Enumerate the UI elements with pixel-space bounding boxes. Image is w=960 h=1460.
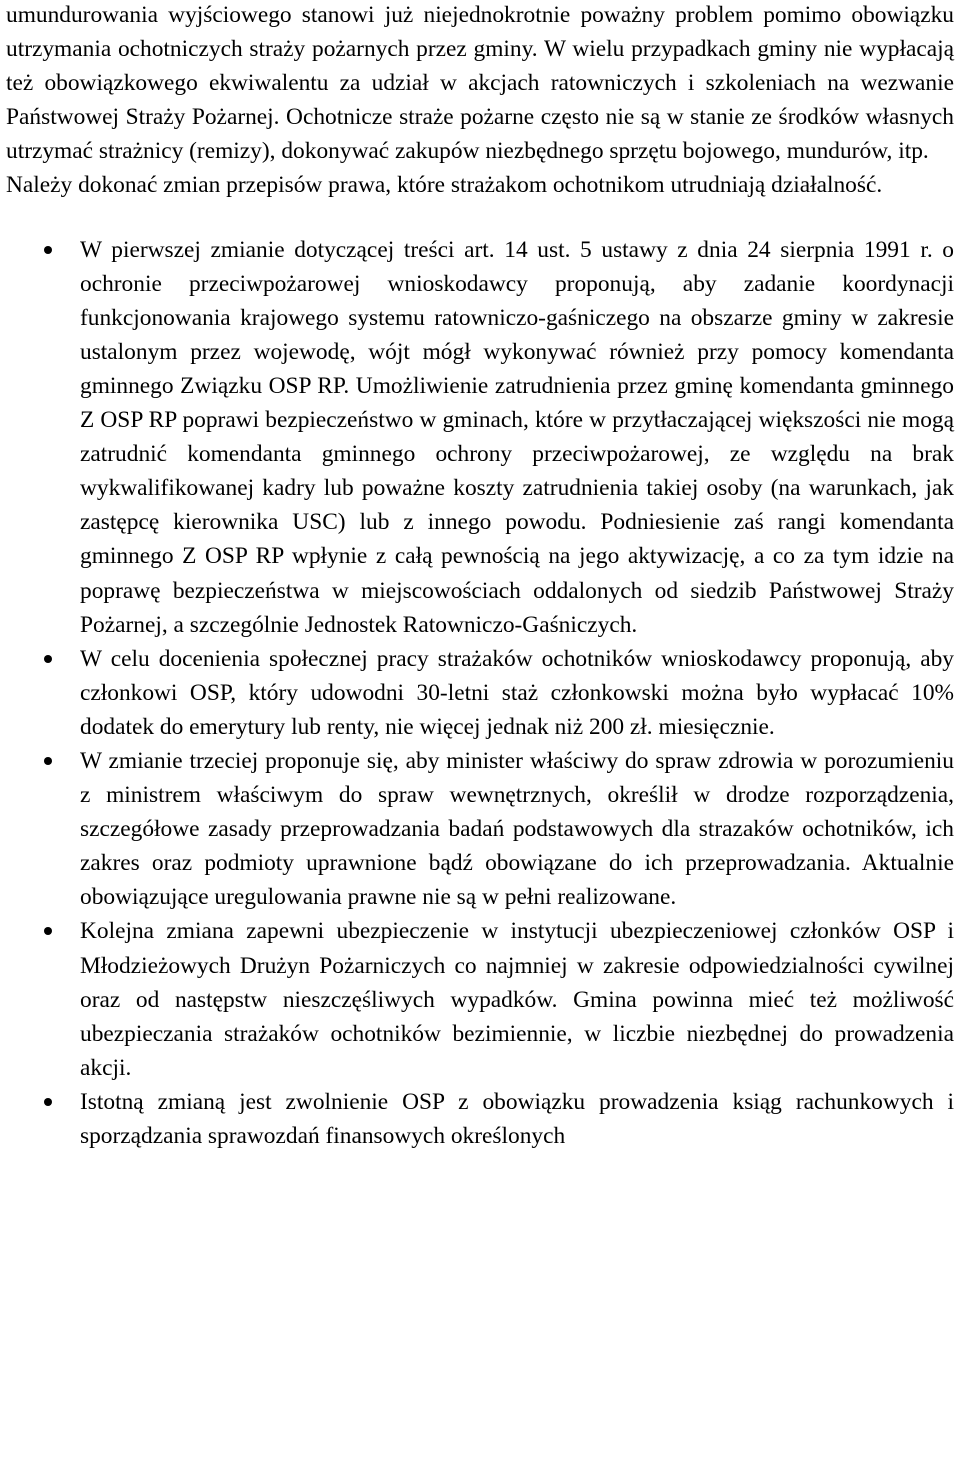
bullet-icon — [44, 1098, 52, 1106]
bullet-icon — [44, 246, 52, 254]
bullet-text-1: W pierwszej zmianie dotyczącej treści art. 14 ust. 5 ustawy z dnia 24 sierpnia 1991 r. o ochronie przeciwpożarowej wnioskodawcy proponują, aby zadanie koordynacji funkcjonowania krajowego systemu ratowniczo-gaśniczego na obszarze gminy w zakresie ustalonym przez wojewodę, wójt mógł wykonywać również przy pomocy komendanta gminnego Związku OSP RP. Umożliwienie zatrudnienia przez gminę komendanta gminnego Z OSP RP poprawi bezpieczeństwo w gminach, które w przytłaczającej większości nie mogą zatrudnić komendanta gminnego ochrony przeciwpożarowej, ze względu na brak wykwalifikowanej kadry lub poważne koszty zatrudnienia takiej osoby (na warunkach, jak zastępcę kierownika USC) lub z innego powodu. Podniesienie zaś rangi komendanta gminnego Z OSP RP wpłynie z całą pewnością na jego aktywizację, a co za tym idzie na poprawę bezpieczeństwa w miejscowościach oddalonych od siedzib Państwowej Straży Pożarnej, a szczególnie Jednostek Ratowniczo-Gaśniczych. — [80, 236, 954, 638]
bullet-text-2: W celu docenienia społecznej pracy strażaków ochotników wnioskodawcy proponują, aby członkowi OSP, który udowodni 30-letni staż członkowski można było wypłacać 10% dodatek do emerytury lub renty, nie więcej jednak niż 200 zł. miesięcznie. — [80, 645, 954, 740]
bullet-icon — [44, 757, 52, 765]
bullet-item-3 — [6, 744, 954, 914]
bullet-list — [6, 233, 954, 1154]
second-paragraph: Należy dokonać zmian przepisów prawa, które strażakom ochotnikom utrudniają działalność. — [6, 172, 883, 199]
bullet-item-4 — [6, 914, 954, 1084]
bullet-icon — [44, 655, 52, 663]
bullet-text-5: Istotną zmianą jest zwolnienie OSP z obowiązku prowadzenia ksiąg rachunkowych i sporządzania sprawozdań finansowych określonych — [80, 1088, 954, 1149]
bullet-text-4: Kolejna zmiana zapewni ubezpieczenie w instytucji ubezpieczeniowej członków OSP i Młodzieżowych Drużyn Pożarniczych co najmniej w zakresie odpowiedzialności cywilnej oraz od następstw nieszczęśliwych wypadków. Gmina powinna mieć też możliwość ubezpieczania strażaków ochotników bezimiennie, w liczbie niezbędnej do prowadzenia akcji. — [80, 918, 954, 1081]
intro-paragraph: umundurowania wyjściowego stanowi już niejednokrotnie poważny problem pomimo obowiązku utrzymania ochotniczych straży pożarnych przez gminy. W wielu przypadkach gminy nie wypłacają też obowiązkowego ekwiwalentu za udział w akcjach ratowniczych i szkoleniach na wezwanie Państwowej Straży Pożarnej. Ochotnicze straże pożarne często nie są w stanie ze środków własnych utrzymać strażnicy (remizy), dokonywać zakupów niezbędnego sprzętu bojowego, mundurów, itp. — [6, 2, 954, 165]
bullet-icon — [44, 927, 52, 935]
paragraph-spacer — [6, 203, 954, 233]
bullet-item-5 — [6, 1085, 954, 1153]
bullet-text-3: W zmianie trzeciej proponuje się, aby minister właściwy do spraw zdrowia w porozumieniu z ministrem właściwym do spraw wewnętrznych, określił w drodze rozporządzenia, szczegółowe zasady przeprowadzania badań podstawowych dla strazaków ochotników, ich zakres oraz podmioty uprawnione bądź obowiązane do ich przeprowadzania. Aktualnie obowiązujące uregulowania prawne nie są w pełni realizowane. — [80, 747, 954, 911]
bullet-item-1 — [6, 233, 954, 642]
bullet-item-2 — [6, 642, 954, 744]
